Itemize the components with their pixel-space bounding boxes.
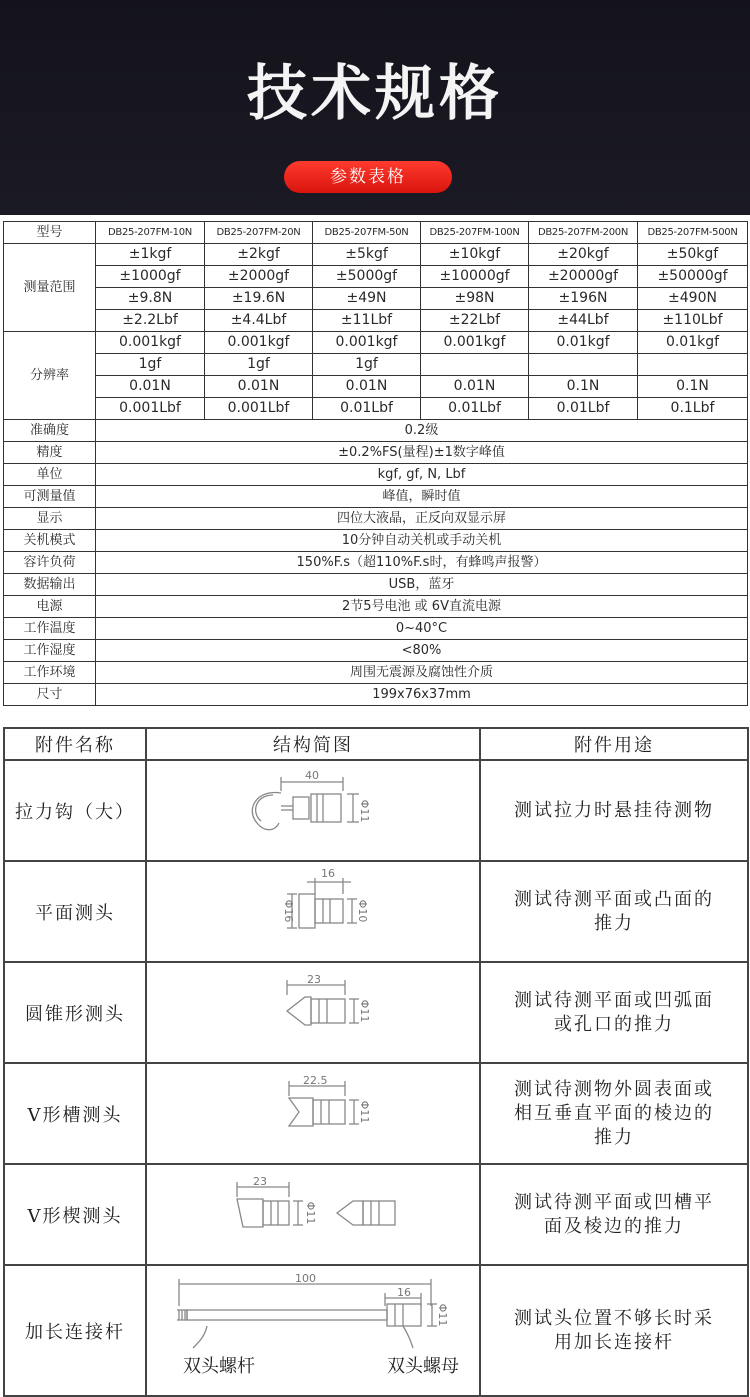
accessory-name: 拉力钩（大） xyxy=(4,760,146,861)
spec-value: 四位大液晶，正反向双显示屏 xyxy=(96,508,748,530)
diagram-hook xyxy=(146,760,480,861)
model-label: 型号 xyxy=(4,222,96,244)
dim-diameter: Φ11 xyxy=(358,1100,371,1124)
resolution-value xyxy=(638,354,748,376)
model-name: DB25-207FM-200N xyxy=(529,222,638,244)
range-value: ±490N xyxy=(638,288,748,310)
dim-nut-length: 16 xyxy=(397,1286,411,1299)
spec-value: 150%F.s（超110%F.s时，有蜂鸣声报警） xyxy=(96,552,748,574)
spec-label: 容许负荷 xyxy=(4,552,96,574)
spec-row xyxy=(4,464,748,486)
resolution-value: 0.01N xyxy=(313,376,421,398)
range-value: ±1000gf xyxy=(96,266,205,288)
spec-row xyxy=(4,684,748,706)
spec-label: 精度 xyxy=(4,442,96,464)
caption-double-nut: 双头螺母 xyxy=(387,1356,459,1377)
accessory-name: 平面测头 xyxy=(4,861,146,962)
header-diagram: 结构简图 xyxy=(146,728,480,760)
spec-label: 显示 xyxy=(4,508,96,530)
accessory-row xyxy=(4,962,748,1063)
resolution-value xyxy=(421,354,529,376)
resolution-value: 0.001Lbf xyxy=(205,398,313,420)
flat-head-diagram xyxy=(147,862,481,956)
range-value: ±22Lbf xyxy=(421,310,529,332)
spec-label: 工作温度 xyxy=(4,618,96,640)
diagram-cone-head xyxy=(146,962,480,1063)
spec-table xyxy=(3,221,748,706)
dim-length: 22.5 xyxy=(303,1074,328,1087)
spec-value: kgf, gf, N, Lbf xyxy=(96,464,748,486)
resolution-value: 0.1N xyxy=(529,376,638,398)
spec-row xyxy=(4,552,748,574)
accessory-use: 测试待测平面或凹弧面 或孔口的推力 xyxy=(480,962,748,1063)
range-value: ±49N xyxy=(313,288,421,310)
v-wedge-head-diagram xyxy=(147,1165,481,1259)
resolution-row xyxy=(4,332,748,354)
resolution-value: 0.001kgf xyxy=(313,332,421,354)
page-title: 技术规格 xyxy=(247,59,503,129)
header-name: 附件名称 xyxy=(4,728,146,760)
accessory-table xyxy=(3,727,749,1397)
spec-value: ±0.2%FS(量程)±1数字峰值 xyxy=(96,442,748,464)
range-row xyxy=(4,244,748,266)
spec-label: 尺寸 xyxy=(4,684,96,706)
range-value: ±2000gf xyxy=(205,266,313,288)
resolution-value: 0.01kgf xyxy=(638,332,748,354)
model-name: DB25-207FM-10N xyxy=(96,222,205,244)
range-value: ±10000gf xyxy=(421,266,529,288)
spec-value: 周围无震源及腐蚀性介质 xyxy=(96,662,748,684)
dim-diameter: Φ11 xyxy=(436,1303,449,1327)
spec-value: 0~40°C xyxy=(96,618,748,640)
dim-length: 16 xyxy=(321,867,335,880)
spec-label: 单位 xyxy=(4,464,96,486)
resolution-value: 0.1N xyxy=(638,376,748,398)
caption-threaded-rod: 双头螺杆 xyxy=(183,1356,255,1377)
resolution-value: 0.01Lbf xyxy=(313,398,421,420)
accessory-name: 圆锥形测头 xyxy=(4,962,146,1063)
resolution-label: 分辨率 xyxy=(4,332,96,420)
accessory-name: 加长连接杆 xyxy=(4,1265,146,1396)
range-value: ±11Lbf xyxy=(313,310,421,332)
spec-row xyxy=(4,618,748,640)
model-row xyxy=(4,222,748,244)
range-row xyxy=(4,310,748,332)
diagram-v-wedge-head xyxy=(146,1164,480,1265)
spec-value: 199x76x37mm xyxy=(96,684,748,706)
model-name: DB25-207FM-20N xyxy=(205,222,313,244)
diagram-v-groove-head xyxy=(146,1063,480,1164)
range-value: ±2kgf xyxy=(205,244,313,266)
v-groove-head-diagram xyxy=(147,1064,481,1158)
resolution-row xyxy=(4,398,748,420)
accessory-use: 测试头位置不够长时采 用加长连接杆 xyxy=(480,1265,748,1396)
dim-head-diameter: Φ16 xyxy=(282,899,295,923)
hook-diagram xyxy=(147,761,481,855)
spec-label: 可测量值 xyxy=(4,486,96,508)
accessory-row xyxy=(4,1265,748,1396)
spec-row xyxy=(4,662,748,684)
spec-row xyxy=(4,574,748,596)
dim-diameter: Φ11 xyxy=(358,999,371,1023)
spec-label: 数据输出 xyxy=(4,574,96,596)
model-name: DB25-207FM-50N xyxy=(313,222,421,244)
extension-rod-diagram xyxy=(147,1266,481,1390)
resolution-value: 0.1Lbf xyxy=(638,398,748,420)
spec-label: 电源 xyxy=(4,596,96,618)
accessory-use: 测试拉力时悬挂待测物 xyxy=(480,760,748,861)
range-value: ±20kgf xyxy=(529,244,638,266)
resolution-value: 0.01N xyxy=(421,376,529,398)
spec-row xyxy=(4,486,748,508)
accessory-name: V形槽测头 xyxy=(4,1063,146,1164)
spec-row xyxy=(4,508,748,530)
accessory-use: 测试待测平面或凸面的 推力 xyxy=(480,861,748,962)
dim-diameter: Φ11 xyxy=(358,799,371,823)
dim-rod-length: 100 xyxy=(295,1272,316,1285)
range-value: ±196N xyxy=(529,288,638,310)
diagram-flat-head xyxy=(146,861,480,962)
accessory-use: 测试待测物外圆表面或 相互垂直平面的棱边的 推力 xyxy=(480,1063,748,1164)
resolution-value: 1gf xyxy=(96,354,205,376)
resolution-value: 0.01Lbf xyxy=(529,398,638,420)
spec-row xyxy=(4,596,748,618)
header-banner xyxy=(0,0,750,215)
resolution-value: 0.01N xyxy=(96,376,205,398)
range-value: ±44Lbf xyxy=(529,310,638,332)
range-value: ±10kgf xyxy=(421,244,529,266)
resolution-value xyxy=(529,354,638,376)
accessory-use: 测试待测平面或凹槽平 面及棱边的推力 xyxy=(480,1164,748,1265)
dim-diameter: Φ11 xyxy=(304,1201,317,1225)
resolution-value: 1gf xyxy=(205,354,313,376)
spec-value: <80% xyxy=(96,640,748,662)
resolution-row xyxy=(4,376,748,398)
range-value: ±1kgf xyxy=(96,244,205,266)
spec-label: 工作环境 xyxy=(4,662,96,684)
spec-value: 2节5号电池 或 6V直流电源 xyxy=(96,596,748,618)
range-label: 测量范围 xyxy=(4,244,96,332)
range-value: ±4.4Lbf xyxy=(205,310,313,332)
resolution-value: 0.001kgf xyxy=(421,332,529,354)
range-value: ±2.2Lbf xyxy=(96,310,205,332)
range-value: ±19.6N xyxy=(205,288,313,310)
spec-value: 峰值，瞬时值 xyxy=(96,486,748,508)
model-name: DB25-207FM-500N xyxy=(638,222,748,244)
range-row xyxy=(4,288,748,310)
resolution-value: 1gf xyxy=(313,354,421,376)
accessory-row xyxy=(4,1164,748,1265)
resolution-value: 0.001Lbf xyxy=(96,398,205,420)
resolution-row xyxy=(4,354,748,376)
model-name: DB25-207FM-100N xyxy=(421,222,529,244)
resolution-value: 0.01N xyxy=(205,376,313,398)
range-value: ±5000gf xyxy=(313,266,421,288)
dim-length: 23 xyxy=(307,973,321,986)
accessory-row xyxy=(4,861,748,962)
accessory-header-row xyxy=(4,728,748,760)
spec-row xyxy=(4,530,748,552)
accessory-row xyxy=(4,760,748,861)
spec-value: USB，蓝牙 xyxy=(96,574,748,596)
dim-shaft-diameter: Φ10 xyxy=(356,899,369,923)
diagram-extension-rod xyxy=(146,1265,480,1396)
range-row xyxy=(4,266,748,288)
cone-head-diagram xyxy=(147,963,481,1057)
range-value: ±50000gf xyxy=(638,266,748,288)
accessory-name: V形楔测头 xyxy=(4,1164,146,1265)
range-value: ±110Lbf xyxy=(638,310,748,332)
dim-length: 40 xyxy=(305,769,319,782)
range-value: ±9.8N xyxy=(96,288,205,310)
spec-row xyxy=(4,442,748,464)
spec-row xyxy=(4,420,748,442)
spec-value: 0.2级 xyxy=(96,420,748,442)
dim-length: 23 xyxy=(253,1175,267,1188)
spec-row xyxy=(4,640,748,662)
spec-label: 准确度 xyxy=(4,420,96,442)
resolution-value: 0.001kgf xyxy=(205,332,313,354)
range-value: ±20000gf xyxy=(529,266,638,288)
spec-label: 工作湿度 xyxy=(4,640,96,662)
range-value: ±98N xyxy=(421,288,529,310)
accessory-row xyxy=(4,1063,748,1164)
spec-label: 关机模式 xyxy=(4,530,96,552)
spec-value: 10分钟自动关机或手动关机 xyxy=(96,530,748,552)
resolution-value: 0.01kgf xyxy=(529,332,638,354)
params-badge: 参数表格 xyxy=(284,161,452,193)
resolution-value: 0.001kgf xyxy=(96,332,205,354)
resolution-value: 0.01Lbf xyxy=(421,398,529,420)
header-use: 附件用途 xyxy=(480,728,748,760)
range-value: ±50kgf xyxy=(638,244,748,266)
range-value: ±5kgf xyxy=(313,244,421,266)
